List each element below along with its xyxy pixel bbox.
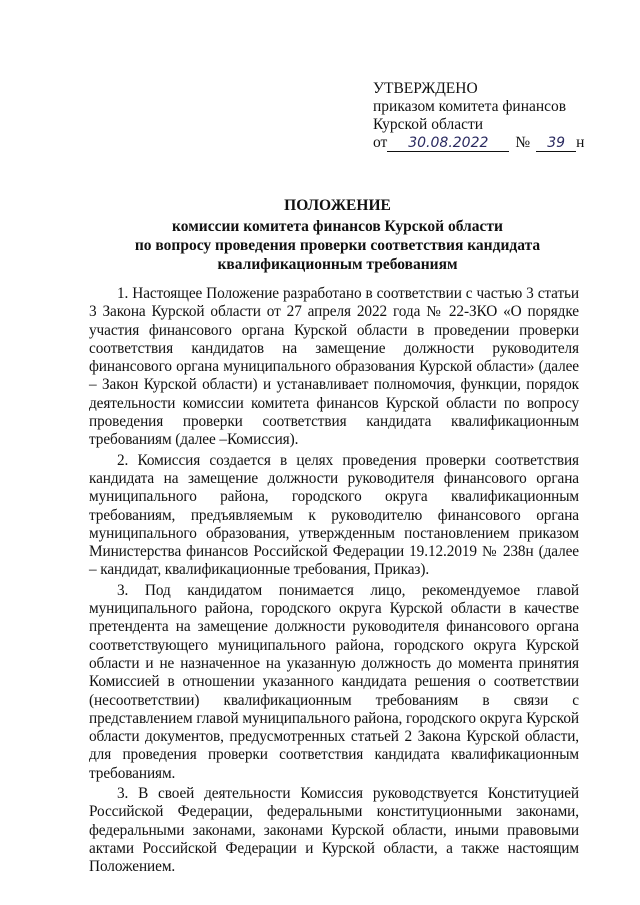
approval-stamp-block xyxy=(373,80,623,152)
paragraph-2: 2. Комиссия создается в целях проведения проверки соответствия кандидата на замещение должности руководителя финансового органа муниципального района, городского округа квалификационным требованиям, предъявляемым к руководителю финансового органа муниципального образования, утвержденным постановлением приказом Министерства финансов Российской Федерации 19.12.2019 № 238н (далее – кандидат, квалификационные требования, Приказ). xyxy=(89,451,579,579)
paragraph-4: 3. В своей деятельности Комиссия руководствуется Конституцией Российской Федерации, федеральными конституционными законами, федеральными законами, законами Курской области, иными правовыми актами Российской Федерации и Курской области, а также настоящим Положением. xyxy=(89,785,579,876)
approval-line-2: Курской области xyxy=(373,116,484,133)
from-label: от xyxy=(373,134,388,151)
approval-order-line xyxy=(373,134,623,152)
approval-heading: УТВЕРЖДЕНО xyxy=(373,80,478,97)
title-line-2: по вопросу проведения проверки соответствия кандидата xyxy=(134,237,541,254)
title-line-1: комиссии комитета финансов Курской области xyxy=(172,218,503,235)
handwritten-date: 30.08.2022 xyxy=(387,135,509,152)
document-title xyxy=(60,196,615,274)
handwritten-number: 39 xyxy=(536,135,576,152)
approval-line-1: приказом комитета финансов xyxy=(373,98,567,115)
number-label: № xyxy=(515,134,531,151)
number-suffix: н xyxy=(576,134,585,151)
paragraph-3: 3. Под кандидатом понимается лицо, рекомендуемое главой муниципального района, городского округа Курской области в качестве претендента на замещение должности руководителя финансового органа соответствующего муниципального района, городского округа Курской области и не назначенное на указанную должность до момента принятия Комиссией в отношении указанного кандидата решения о соответствии (несоответствии) квалификационным требованиям в связи с представлением главой муниципального района, городского округа Курской области документов, предусмотренных статьей 2 Закона Курской области, для проведения проверки соответствия кандидата квалификационным требованиям. xyxy=(89,581,579,782)
title-main: ПОЛОЖЕНИЕ xyxy=(284,197,391,214)
title-line-3: квалификационным требованиям xyxy=(217,256,458,273)
document-body xyxy=(89,285,579,879)
paragraph-1: 1. Настоящее Положение разработано в соответствии с частью 3 статьи 3 Закона Курской области от 27 апреля 2022 года № 22-ЗКО «О порядке участия финансового органа Курской области в проведении проверки соответствия кандидатов на замещение должности руководителя финансового органа муниципального образования Курской области» (далее – Закон Курской области) и устанавливает полномочия, функции, порядок деятельности комиссии комитета финансов Курской области по вопросу проведения проверки соответствия кандидата квалификационным требованиям (далее –Комиссия). xyxy=(89,285,579,449)
